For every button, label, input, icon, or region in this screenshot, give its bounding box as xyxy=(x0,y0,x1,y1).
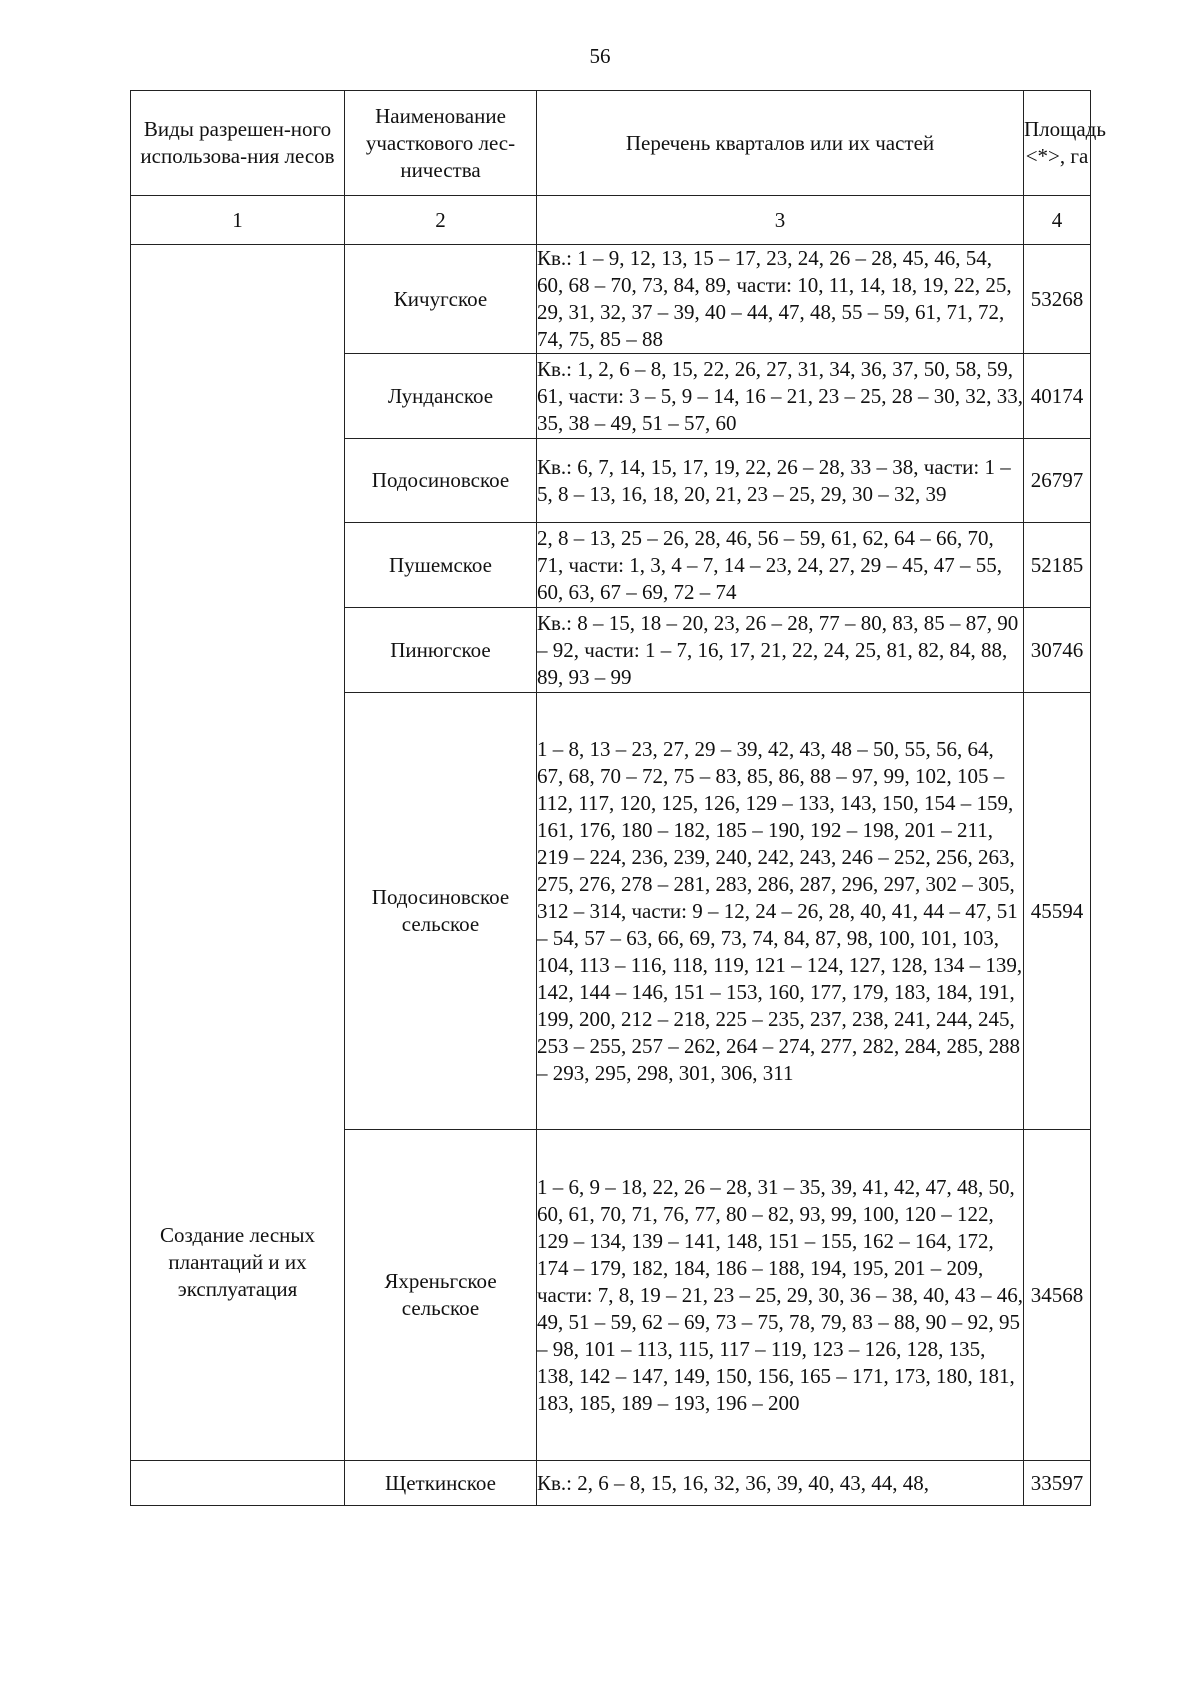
quarters-list: Кв.: 1, 2, 6 – 8, 15, 22, 26, 27, 31, 34, 36, 37, 50, 58, 59, 61, части: 3 – 5, 9 – 14, 16 – 21, 23 – 25, 28 – 30, 32, 33, 35, 38 – 49, 51 – 57, 60 xyxy=(537,354,1024,439)
quarters-list: Кв.: 8 – 15, 18 – 20, 23, 26 – 28, 77 – 80, 83, 85 – 87, 90 – 92, части: 1 – 7, 16, 17, 21, 22, 24, 25, 81, 82, 84, 88, 89, 93 – 99 xyxy=(537,608,1024,693)
column-number-row xyxy=(131,196,1091,245)
area-value: 45594 xyxy=(1024,693,1091,1130)
header-row xyxy=(131,91,1091,196)
forestry-name: Подосиновское сельское xyxy=(345,693,537,1130)
area-value: 52185 xyxy=(1024,523,1091,608)
forestry-name: Пушемское xyxy=(345,523,537,608)
area-value: 33597 xyxy=(1024,1461,1091,1506)
area-value: 53268 xyxy=(1024,245,1091,354)
column-number: 4 xyxy=(1024,196,1091,245)
forestry-name: Подосиновское xyxy=(345,439,537,523)
forest-use-table xyxy=(130,90,1106,1506)
quarters-list: 1 – 8, 13 – 23, 27, 29 – 39, 42, 43, 48 – 50, 55, 56, 64, 67, 68, 70 – 72, 75 – 83, 85, 86, 88 – 97, 99, 102, 105 – 112, 117, 120, 125, 126, 129 – 133, 143, 150, 154 – 159, 161, 176, 180 – 182, 185 – 190, 192 – 198, 201 – 211, 219 – 224, 236, 239, 240, 242, 243, 246 – 252, 256, 263, 275, 276, 278 – 281, 283, 286, 287, 296, 297, 302 – 305, 312 – 314, части: 9 – 12, 24 – 26, 28, 40, 41, 44 – 47, 51 – 54, 57 – 63, 66, 69, 73, 74, 84, 87, 98, 100, 101, 103, 104, 113 – 116, 118, 119, 121 – 124, 127, 128, 134 – 139, 142, 144 – 146, 151 – 153, 160, 177, 179, 183, 184, 191, 199, 200, 212 – 218, 225 – 235, 237, 238, 241, 244, 245, 253 – 255, 257 – 262, 264 – 274, 277, 282, 284, 285, 288 – 293, 295, 298, 301, 306, 311 xyxy=(537,693,1024,1130)
header-forestry-name: Наименование участкового лес-ничества xyxy=(345,91,537,196)
column-number: 3 xyxy=(537,196,1024,245)
column-number: 2 xyxy=(345,196,537,245)
area-value: 40174 xyxy=(1024,354,1091,439)
forestry-name: Пинюгское xyxy=(345,608,537,693)
quarters-list: 1 – 6, 9 – 18, 22, 26 – 28, 31 – 35, 39, 41, 42, 47, 48, 50, 60, 61, 70, 71, 76, 77, 80 – 82, 93, 99, 100, 120 – 122, 129 – 134, 139 – 141, 148, 151 – 155, 162 – 164, 172, 174 – 179, 182, 184, 186 – 188, 194, 195, 201 – 209, части: 7, 8, 19 – 21, 23 – 25, 29, 30, 36 – 38, 40, 43 – 46, 49, 51 – 59, 62 – 69, 73 – 75, 78, 79, 83 – 88, 90 – 92, 95 – 98, 101 – 113, 115, 117 – 119, 123 – 126, 128, 135, 138, 142 – 147, 149, 150, 156, 165 – 171, 173, 180, 181, 183, 185, 189 – 193, 196 – 200 xyxy=(537,1130,1024,1461)
quarters-list: Кв.: 2, 6 – 8, 15, 16, 32, 36, 39, 40, 43, 44, 48, xyxy=(537,1461,1024,1506)
area-value: 30746 xyxy=(1024,608,1091,693)
quarters-list: Кв.: 1 – 9, 12, 13, 15 – 17, 23, 24, 26 – 28, 45, 46, 54, 60, 68 – 70, 73, 84, 89, части: 10, 11, 14, 18, 19, 22, 25, 29, 31, 32, 37 – 39, 40 – 44, 47, 48, 55 – 59, 61, 71, 72, 74, 75, 85 – 88 xyxy=(537,245,1024,354)
header-quarters-list: Перечень кварталов или их частей xyxy=(537,91,1024,196)
quarters-list: Кв.: 6, 7, 14, 15, 17, 19, 22, 26 – 28, 33 – 38, части: 1 – 5, 8 – 13, 16, 18, 20, 21, 23 – 25, 29, 30 – 32, 39 xyxy=(537,439,1024,523)
header-use-type: Виды разрешен-ного использова-ния лесов xyxy=(131,91,345,196)
quarters-list: 2, 8 – 13, 25 – 26, 28, 46, 56 – 59, 61, 62, 64 – 66, 70, 71, части: 1, 3, 4 – 7, 14 – 23, 24, 27, 29 – 45, 47 – 55, 60, 63, 67 – 69, 72 – 74 xyxy=(537,523,1024,608)
page-number: 56 xyxy=(589,44,611,68)
area-value: 34568 xyxy=(1024,1130,1091,1461)
forestry-name: Яхреньгское сельское xyxy=(345,1130,537,1461)
forestry-name: Лунданское xyxy=(345,354,537,439)
table-row xyxy=(131,1461,1091,1506)
forestry-name: Щеткинское xyxy=(345,1461,537,1506)
use-type-cell-empty xyxy=(131,1461,345,1506)
table-row xyxy=(131,245,1091,354)
header-area: Площадь <*>, га xyxy=(1024,91,1091,196)
area-value: 26797 xyxy=(1024,439,1091,523)
forestry-name: Кичугское xyxy=(345,245,537,354)
column-number: 1 xyxy=(131,196,345,245)
use-type-cell: Создание лесных плантаций и их эксплуатация xyxy=(131,245,345,1461)
